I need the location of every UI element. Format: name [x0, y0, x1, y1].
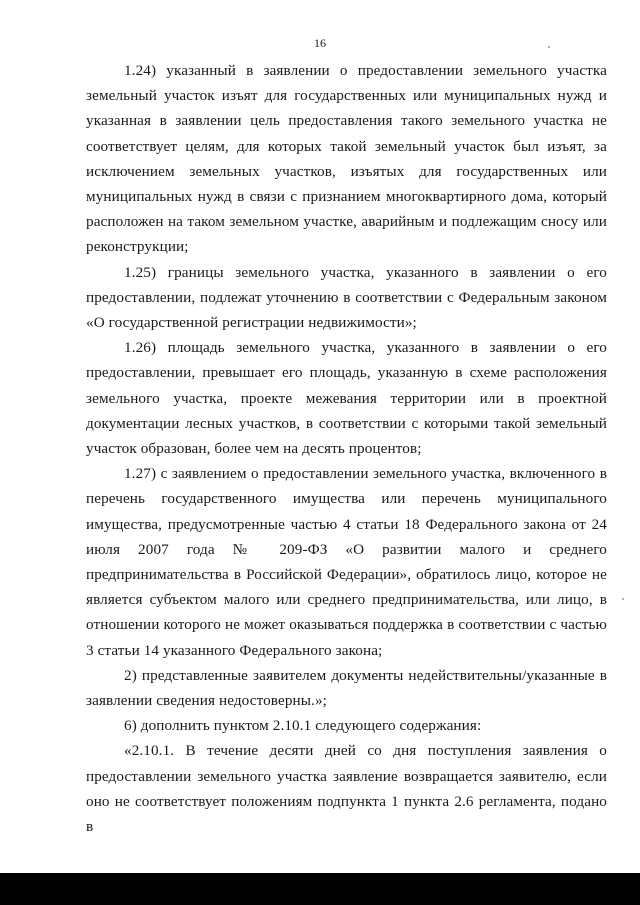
- document-body: [86, 58, 607, 839]
- scan-speck: [548, 46, 550, 48]
- scan-speck: [622, 598, 624, 600]
- scan-border-bottom: [0, 873, 640, 905]
- paragraph-2: 2) представленные заявителем документы недействительны/указанные в заявлении сведения недостоверны.»;: [86, 666, 607, 710]
- paragraph-1-25: 1.25) границы земельного участка, указанного в заявлении о его предоставлении, подлежат уточнению в соответствии с Федеральным законом «О государственной регистрации недвижимости»;: [86, 263, 607, 332]
- paragraph-1-24: 1.24) указанный в заявлении о предоставлении земельного участка земельный участок изъят для государственных или муниципальных нужд и указанная в заявлении цель предоставления такого земельного участка не соответствует целям, для которых такой земельный участок был изъят, за исключением земельных участков, изъятых для государственных или муниципальных нужд в связи с признанием многоквартирного дома, который расположен на таком земельном участке, аварийным и подлежащим сносу или реконструкции;: [86, 62, 607, 256]
- page-number: 16: [314, 36, 326, 50]
- paragraph-6: 6) дополнить пунктом 2.10.1 следующего содержания:: [124, 717, 482, 735]
- paragraph-1-27: 1.27) с заявлением о предоставлении земельного участка, включенного в перечень государственного имущества или перечень муниципального имущества, предусмотренные частью 4 статьи 18 Федерального закона от 24 июля 2007 года № 209-ФЗ «О развитии малого и среднего предпринимательства в Российской Федерации», обратилось лицо, которое не является субъектом малого или среднего предпринимательства, или лицо, в отношении которого не может оказываться поддержка в соответствии с частью 3 статьи 14 указанного Федерального закона;: [86, 465, 607, 659]
- paragraph-1-26: 1.26) площадь земельного участка, указанного в заявлении о его предоставлении, превышает его площадь, указанную в схеме расположения земельного участка, проекте межевания территории или в проектной документации лесных участков, в соответствии с которыми такой земельный участок образован, более чем на десять процентов;: [86, 339, 607, 458]
- paragraph-2-10-1: «2.10.1. В течение десяти дней со дня поступления заявления о предоставлении земельного участка заявление возвращается заявителю, если оно не соответствует положениям подпункта 1 пункта 2.6 регламента, подано в: [86, 742, 607, 836]
